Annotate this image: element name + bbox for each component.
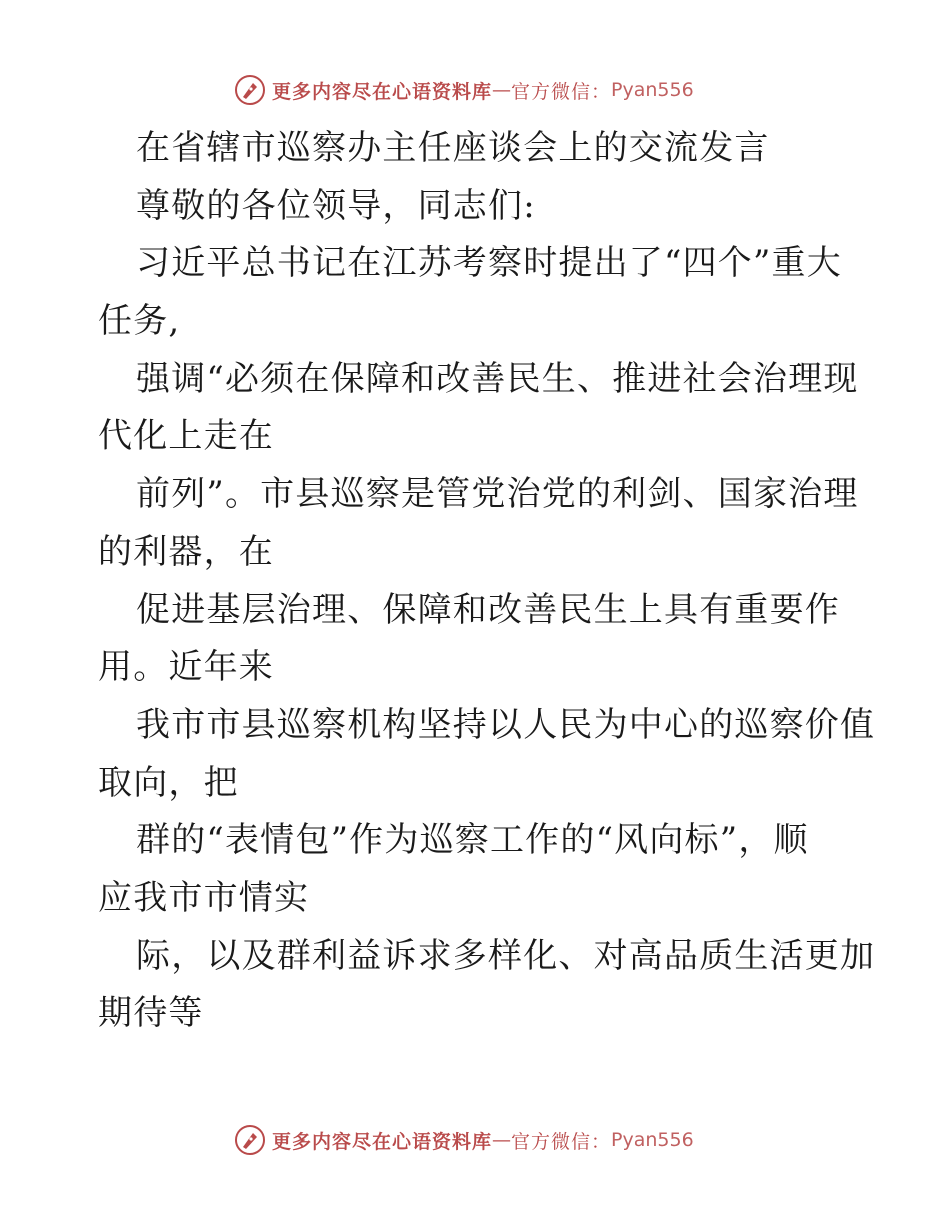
text-line: 用。近年来: [98, 647, 274, 688]
text-line: 任务,: [98, 301, 181, 342]
watermark-sub-text: 官方微信：: [511, 1130, 612, 1153]
watermark-id: Pyan556: [611, 1129, 694, 1151]
document-body: [98, 120, 876, 1043]
footer-watermark: [234, 1122, 694, 1158]
watermark-sub-text: 官方微信：: [511, 80, 612, 103]
text-line: 群的“表情包”作为巡察工作的“风向标”，顺: [136, 820, 809, 861]
text-line: 际，以及群利益诉求多样化、对高品质生活更加: [136, 935, 876, 976]
text-line: 我市市县巡察机构坚持以人民为中心的巡察价值: [136, 704, 876, 745]
text-line: 促进基层治理、保障和改善民生上具有重要作: [136, 589, 840, 630]
text-line: 尊敬的各位领导，同志们:: [136, 185, 536, 226]
watermark-separator: —: [492, 1129, 512, 1151]
text-line: 取向，把: [98, 762, 239, 803]
watermark-id: Pyan556: [611, 79, 694, 101]
text-line: 在省辖市巡察办主任座谈会上的交流发言: [136, 128, 770, 168]
pen-nib-logo-icon: [234, 1124, 266, 1156]
text-line: 代化上走在: [98, 416, 274, 457]
watermark-main-text: 更多内容尽在心语资料库: [272, 80, 493, 103]
text-line: 期待等: [98, 993, 204, 1034]
header-watermark: [234, 72, 694, 108]
text-line: 前列”。市县巡察是管党治党的利剑、国家治理: [136, 474, 859, 515]
watermark-separator: —: [492, 79, 512, 101]
text-line: 应我市市情实: [98, 877, 310, 918]
watermark-main-text: 更多内容尽在心语资料库: [272, 1130, 493, 1153]
text-line: 习近平总书记在江苏考察时提出了“四个”重大: [136, 243, 842, 284]
text-line: 强调“必须在保障和改善民生、推进社会治理现: [136, 358, 859, 399]
text-line: 的利器，在: [98, 531, 274, 572]
pen-nib-logo-icon: [234, 74, 266, 106]
